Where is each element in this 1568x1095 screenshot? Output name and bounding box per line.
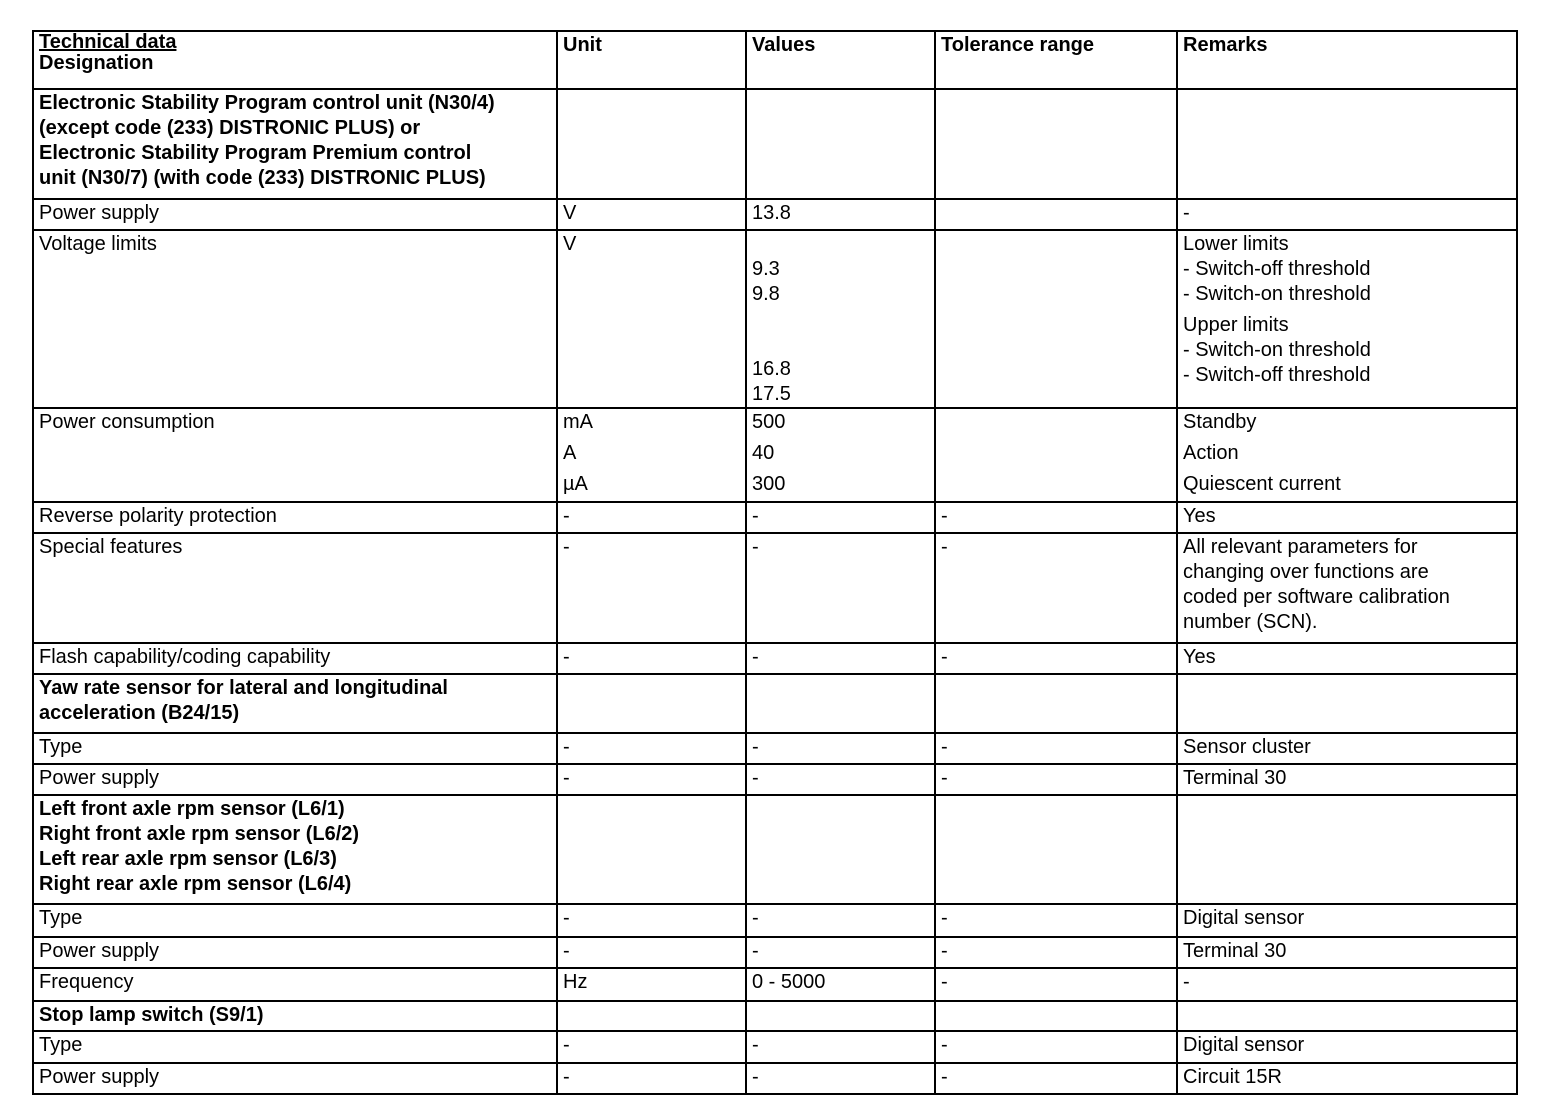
- cell-line: -: [752, 940, 759, 962]
- cell-designation: [33, 674, 557, 733]
- cell-values: [746, 904, 935, 937]
- cell-remarks: [1177, 904, 1517, 937]
- cell-unit: [557, 643, 746, 674]
- cell-values: [746, 1031, 935, 1063]
- cell-line: [752, 232, 929, 257]
- column-header: Values: [752, 34, 816, 56]
- cell-line: -: [941, 646, 948, 668]
- cell-designation: [33, 230, 557, 408]
- cell-line: - Switch-on threshold: [1183, 339, 1371, 361]
- cell-line: -: [563, 1066, 570, 1088]
- cell-line: number (SCN).: [1183, 611, 1318, 633]
- cell-line: Type: [39, 736, 83, 758]
- cell-line: Electronic Stability Program Premium control: [39, 142, 472, 164]
- cell-line: -: [941, 1066, 948, 1088]
- cell-unit: [557, 89, 746, 199]
- cell-line: Power supply: [39, 1066, 160, 1088]
- cell-line: 0 - 5000: [752, 971, 826, 993]
- table-row: [33, 968, 1517, 1001]
- cell-line: -: [752, 536, 759, 558]
- table-row: [33, 674, 1517, 733]
- cell-line: Power supply: [39, 940, 160, 962]
- cell-values: [746, 937, 935, 968]
- cell-line: -: [752, 1034, 759, 1056]
- table-caption: Technical data: [39, 31, 177, 53]
- cell-line: - Switch-off threshold: [1183, 364, 1371, 386]
- header-unit: [557, 31, 746, 89]
- cell-line: -: [563, 767, 570, 789]
- cell-values: [746, 230, 935, 408]
- cell-remarks: [1177, 1001, 1517, 1031]
- cell-tolerance-range: [935, 89, 1177, 199]
- cell-designation: [33, 408, 557, 502]
- table-row: [33, 199, 1517, 230]
- cell-unit: [557, 764, 746, 795]
- cell-line: -: [752, 646, 759, 668]
- cell-designation: [33, 643, 557, 674]
- cell-line: Action: [1183, 442, 1239, 464]
- cell-designation: [33, 764, 557, 795]
- cell-remarks: [1177, 643, 1517, 674]
- cell-tolerance-range: [935, 674, 1177, 733]
- cell-tolerance-range: [935, 502, 1177, 533]
- cell-tolerance-range: [935, 1063, 1177, 1094]
- cell-line: Power supply: [39, 202, 160, 224]
- column-header: Remarks: [1183, 34, 1268, 56]
- cell-line: (except code (233) DISTRONIC PLUS) or: [39, 117, 421, 139]
- cell-line: Right rear axle rpm sensor (L6/4): [39, 873, 352, 895]
- cell-line: [752, 307, 929, 332]
- cell-values: [746, 199, 935, 230]
- column-header: Tolerance range: [941, 34, 1095, 56]
- cell-line: 40: [752, 442, 775, 464]
- header-values: [746, 31, 935, 89]
- cell-line: -: [563, 907, 570, 929]
- cell-line: Reverse polarity protection: [39, 505, 277, 527]
- cell-designation: [33, 795, 557, 904]
- cell-line: Electronic Stability Program control unit (N30/4): [39, 92, 495, 114]
- cell-values: [746, 795, 935, 904]
- cell-line: µA: [563, 473, 588, 495]
- table-row: [33, 89, 1517, 199]
- cell-unit: [557, 1063, 746, 1094]
- cell-line: -: [941, 971, 948, 993]
- cell-line: 16.8: [752, 358, 791, 380]
- cell-line: -: [1183, 202, 1190, 224]
- cell-line: Upper limits: [1183, 314, 1289, 336]
- cell-line: - Switch-on threshold: [1183, 283, 1371, 305]
- cell-tolerance-range: [935, 733, 1177, 764]
- cell-remarks: [1177, 1031, 1517, 1063]
- cell-line: 17.5: [752, 383, 791, 405]
- cell-unit: [557, 230, 746, 408]
- cell-line: V: [563, 233, 577, 255]
- cell-line: Left front axle rpm sensor (L6/1): [39, 798, 345, 820]
- cell-remarks: [1177, 1063, 1517, 1094]
- cell-line: Type: [39, 1034, 83, 1056]
- cell-values: [746, 502, 935, 533]
- cell-line: -: [563, 736, 570, 758]
- cell-line: -: [941, 940, 948, 962]
- cell-line: -: [941, 767, 948, 789]
- cell-designation: [33, 733, 557, 764]
- cell-tolerance-range: [935, 968, 1177, 1001]
- cell-line: -: [1183, 971, 1190, 993]
- table-row: [33, 764, 1517, 795]
- cell-values: [746, 1063, 935, 1094]
- cell-remarks: [1177, 533, 1517, 643]
- cell-values: [746, 733, 935, 764]
- cell-line: Type: [39, 907, 83, 929]
- cell-line: acceleration (B24/15): [39, 702, 240, 724]
- cell-unit: [557, 1031, 746, 1063]
- cell-line: Stop lamp switch (S9/1): [39, 1004, 264, 1026]
- cell-line: -: [752, 1066, 759, 1088]
- cell-line: -: [941, 505, 948, 527]
- cell-line: -: [941, 907, 948, 929]
- cell-tolerance-range: [935, 764, 1177, 795]
- cell-remarks: [1177, 764, 1517, 795]
- table-row: [33, 502, 1517, 533]
- cell-remarks: [1177, 733, 1517, 764]
- cell-tolerance-range: [935, 937, 1177, 968]
- table-row: [33, 533, 1517, 643]
- cell-unit: [557, 502, 746, 533]
- table-row: [33, 937, 1517, 968]
- cell-line: Voltage limits: [39, 233, 157, 255]
- cell-unit: [557, 674, 746, 733]
- technical-data-table: [32, 30, 1518, 1095]
- cell-line: Flash capability/coding capability: [39, 646, 331, 668]
- cell-line: Right front axle rpm sensor (L6/2): [39, 823, 360, 845]
- cell-line: 9.8: [752, 283, 780, 305]
- table-row: [33, 230, 1517, 408]
- cell-unit: [557, 937, 746, 968]
- cell-tolerance-range: [935, 1031, 1177, 1063]
- cell-tolerance-range: [935, 230, 1177, 408]
- cell-line: Circuit 15R: [1183, 1066, 1282, 1088]
- cell-designation: [33, 968, 557, 1001]
- cell-line: -: [752, 767, 759, 789]
- cell-line: -: [563, 940, 570, 962]
- cell-line: -: [563, 646, 570, 668]
- cell-line: -: [752, 505, 759, 527]
- cell-line: -: [563, 536, 570, 558]
- cell-line: -: [752, 736, 759, 758]
- column-header: Designation: [39, 52, 154, 74]
- cell-line: A: [563, 442, 577, 464]
- table-row: [33, 904, 1517, 937]
- cell-unit: [557, 408, 746, 502]
- cell-line: 300: [752, 473, 786, 495]
- cell-line: -: [941, 736, 948, 758]
- cell-line: V: [563, 202, 577, 224]
- cell-unit: [557, 904, 746, 937]
- cell-line: mA: [563, 411, 593, 433]
- cell-unit: [557, 199, 746, 230]
- cell-values: [746, 533, 935, 643]
- cell-line: -: [563, 505, 570, 527]
- cell-line: Sensor cluster: [1183, 736, 1311, 758]
- cell-designation: [33, 533, 557, 643]
- cell-line: Digital sensor: [1183, 1034, 1305, 1056]
- table-row: [33, 795, 1517, 904]
- cell-values: [746, 968, 935, 1001]
- cell-tolerance-range: [935, 643, 1177, 674]
- cell-remarks: [1177, 408, 1517, 502]
- cell-line: unit (N30/7) (with code (233) DISTRONIC PLUS): [39, 167, 486, 189]
- cell-remarks: [1177, 230, 1517, 408]
- cell-values: [746, 674, 935, 733]
- cell-line: changing over functions are: [1183, 561, 1429, 583]
- cell-line: 500: [752, 411, 786, 433]
- cell-line: Left rear axle rpm sensor (L6/3): [39, 848, 337, 870]
- cell-unit: [557, 795, 746, 904]
- cell-line: -: [941, 1034, 948, 1056]
- cell-line: Terminal 30: [1183, 767, 1287, 789]
- table-row: [33, 1001, 1517, 1031]
- cell-line: Hz: [563, 971, 588, 993]
- cell-unit: [557, 968, 746, 1001]
- cell-line: Special features: [39, 536, 183, 558]
- cell-line: -: [941, 536, 948, 558]
- cell-values: [746, 764, 935, 795]
- cell-remarks: [1177, 89, 1517, 199]
- cell-tolerance-range: [935, 795, 1177, 904]
- cell-remarks: [1177, 795, 1517, 904]
- cell-values: [746, 643, 935, 674]
- cell-designation: [33, 89, 557, 199]
- cell-unit: [557, 733, 746, 764]
- cell-values: [746, 408, 935, 502]
- cell-line: Frequency: [39, 971, 134, 993]
- cell-line: 13.8: [752, 202, 791, 224]
- cell-line: Quiescent current: [1183, 473, 1341, 495]
- cell-line: coded per software calibration: [1183, 586, 1450, 608]
- cell-designation: [33, 1031, 557, 1063]
- cell-line: -: [752, 907, 759, 929]
- cell-line: Terminal 30: [1183, 940, 1287, 962]
- table-header-row: [33, 31, 1517, 89]
- cell-values: [746, 1001, 935, 1031]
- table-row: [33, 408, 1517, 502]
- cell-unit: [557, 1001, 746, 1031]
- cell-designation: [33, 502, 557, 533]
- cell-tolerance-range: [935, 904, 1177, 937]
- header-designation: [33, 31, 557, 89]
- header-remarks: [1177, 31, 1517, 89]
- cell-designation: [33, 1063, 557, 1094]
- cell-designation: [33, 937, 557, 968]
- table-row: [33, 1031, 1517, 1063]
- cell-remarks: [1177, 937, 1517, 968]
- cell-line: Yes: [1183, 505, 1216, 527]
- cell-line: Yaw rate sensor for lateral and longitudinal: [39, 677, 448, 699]
- cell-line: Standby: [1183, 411, 1257, 433]
- cell-line: All relevant parameters for: [1183, 536, 1418, 558]
- cell-remarks: [1177, 968, 1517, 1001]
- cell-tolerance-range: [935, 1001, 1177, 1031]
- cell-unit: [557, 533, 746, 643]
- cell-tolerance-range: [935, 408, 1177, 502]
- cell-line: Power supply: [39, 767, 160, 789]
- cell-remarks: [1177, 199, 1517, 230]
- cell-designation: [33, 904, 557, 937]
- cell-line: Yes: [1183, 646, 1216, 668]
- cell-line: Power consumption: [39, 411, 215, 433]
- cell-line: Lower limits: [1183, 233, 1289, 255]
- cell-line: 9.3: [752, 258, 780, 280]
- table-row: [33, 643, 1517, 674]
- cell-tolerance-range: [935, 533, 1177, 643]
- header-tolerance-range: [935, 31, 1177, 89]
- cell-line: -: [563, 1034, 570, 1056]
- table-body: [33, 89, 1517, 1094]
- cell-line: Digital sensor: [1183, 907, 1305, 929]
- column-header: Unit: [563, 34, 602, 56]
- cell-values: [746, 89, 935, 199]
- cell-line: - Switch-off threshold: [1183, 258, 1371, 280]
- cell-designation: [33, 199, 557, 230]
- cell-line: [752, 332, 929, 357]
- cell-remarks: [1177, 502, 1517, 533]
- cell-designation: [33, 1001, 557, 1031]
- table-row: [33, 733, 1517, 764]
- cell-tolerance-range: [935, 199, 1177, 230]
- table-row: [33, 1063, 1517, 1094]
- cell-remarks: [1177, 674, 1517, 733]
